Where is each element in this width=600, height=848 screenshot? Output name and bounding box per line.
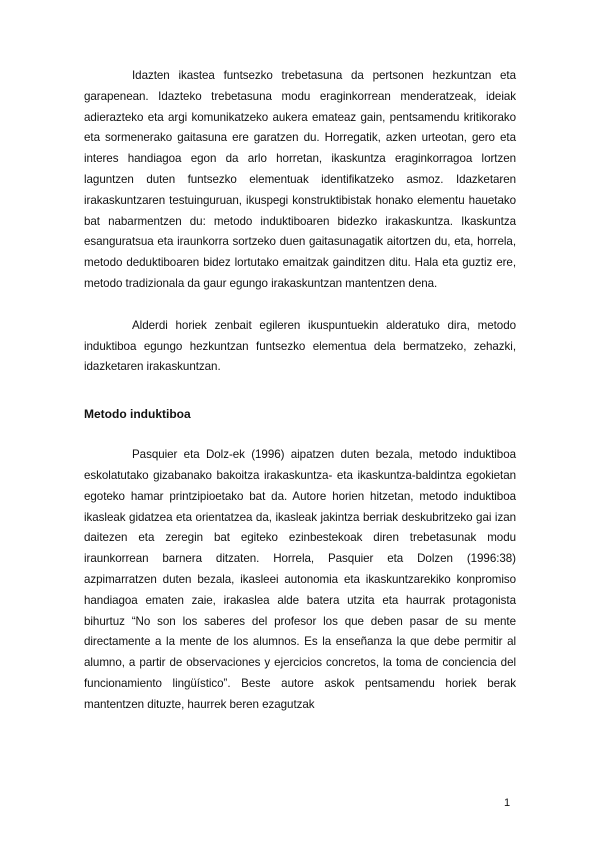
document-page (84, 66, 516, 716)
page-number: 1 (504, 797, 511, 809)
intro-paragraph-1: Idazten ikastea funtsezko trebetasuna da pertsonen hezkuntzan eta garapenean. Idazteko trebetasuna modu eraginkorrean menderatzeak, ideiak adierazteko eta argi komunikatzeko aukera emateaz gain, pentsamendu kritikorako eta sormenerako gaitasuna ere garatzen du. Horregatik, azken urteotan, gero eta interes handiagoa egon da arlo horretan, ikaskuntza eraginkorragoa lortzen laguntzen duten funtsezko elementuak identifikatzeko asmoz. Idazketaren irakaskuntzaren testuinguruan, ikuspegi konstruktibistak honako elementu hauetako bat nabarmentzen du: metodo induktiboaren bidezko irakaskuntza. Ikaskuntza esanguratsua eta iraunkorra sortzeko duen gaitasunagatik aitortzen du, eta, horrela, metodo deduktiboaren bidez lortutako emaitzak gainditzen ditu. Hala eta guztiz ere, metodo tradizionala da gaur egungo irakaskuntzan mantentzen dena. (84, 69, 516, 290)
intro-paragraph-2: Alderdi horiek zenbait egileren ikuspuntuekin alderatuko dira, metodo induktiboa egungo hezkuntzan funtsezko elementua dela bermatzeko, zehazki, idazketaren irakaskuntzan. (84, 318, 516, 374)
section-paragraph: Pasquier eta Dolz-ek (1996) aipatzen duten bezala, metodo induktiboa eskolatutako gizabanako bakoitza irakaskuntza- eta ikaskuntza-baldintza egokietan egoteko hamar printzipioetako bat da. Autore horien hitzetan, metodo induktiboa ikasleak gidatzea eta orientatzea da, ikasleak jakintza berriak deskubritzeko gai izan daitezen eta zeregin bat egiteko ezinbestekoak diren trebetasunak modu iraunkorrean barnera ditzaten. Horrela, Pasquier eta Dolzen (1996:38) azpimarratzen duten bezala, ikasleei autonomia eta ikaskuntzarekiko konpromiso handiagoa ematen zaie, irakaslea alde batera utzita eta haurrak protagonista bihurtuz “No son los saberes del profesor los que deben pasar de su mente directamente a la mente de los alumnos. Es la enseñanza la que debe permitir al alumno, a partir de observaciones y ejercicios concretos, la toma de conciencia del funcionamiento lingüístico”. Beste autore askok pentsamendu horiek berak mantentzen dituzte, haurrek beren ezagutzak (84, 448, 516, 711)
section-heading: Metodo induktiboa (84, 407, 191, 422)
